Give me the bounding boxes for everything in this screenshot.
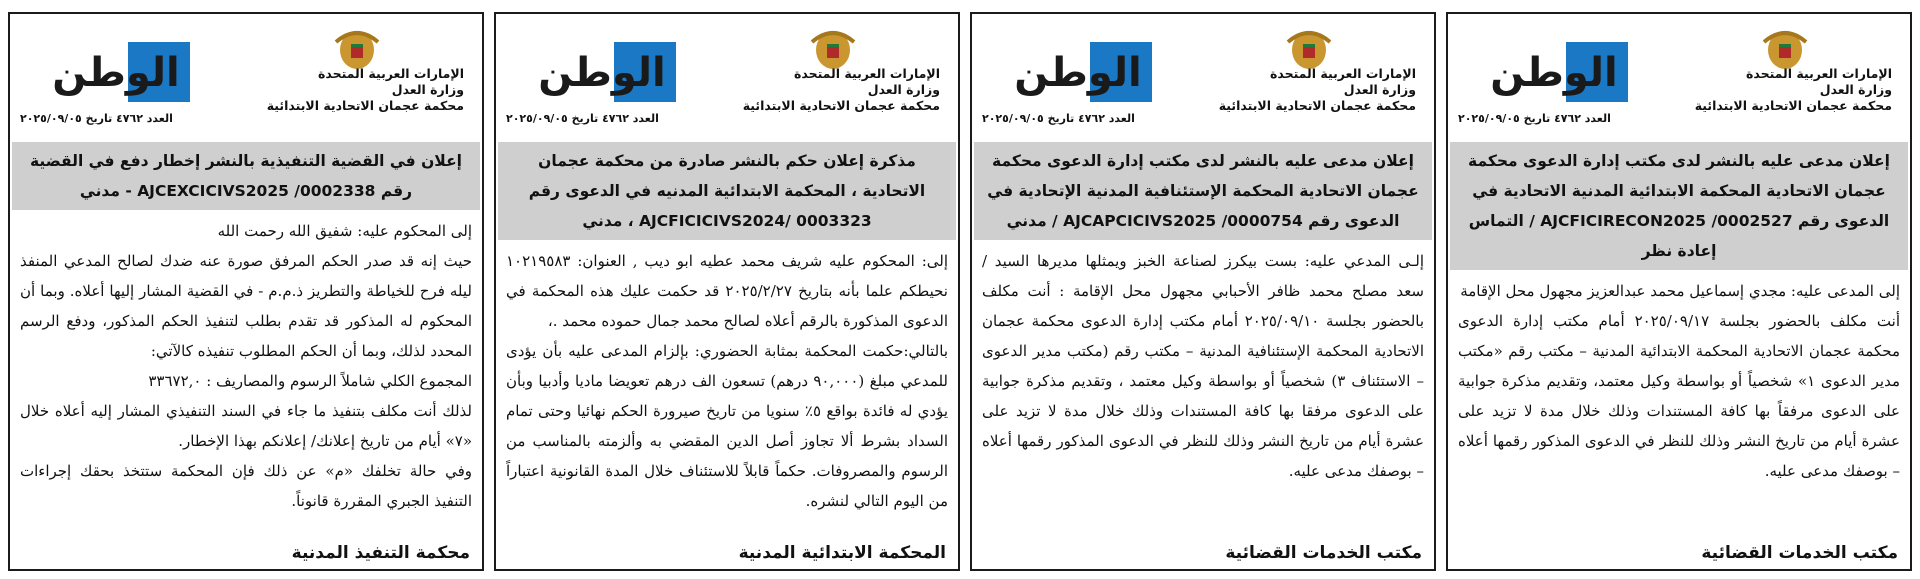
court-name: محكمة عجمان الاتحادية الابتدائية	[1694, 98, 1892, 113]
court-name: محكمة عجمان الاتحادية الابتدائية	[742, 98, 940, 113]
country-name: الإمارات العربية المتحدة	[317, 66, 464, 81]
notice-signature: محكمة التنفيذ المدنية	[291, 543, 470, 563]
country-name: الإمارات العربية المتحدة	[793, 66, 940, 81]
notice-3	[8, 12, 484, 571]
ministry-name: وزارة العدل	[867, 82, 940, 97]
court-name: محكمة عجمان الاتحادية الابتدائية	[266, 98, 464, 113]
issue-date: العدد ٤٧٦٢ تاريخ ٢٠٢٥/٠٩/٠٥	[506, 112, 659, 125]
notice-paragraph: وفي حالة تخلفك «م» عن ذلك فإن المحكمة ستتخذ بحقك إجراءات التنفيذ الجبري المقررة قانوناً.	[20, 462, 472, 510]
court-name: محكمة عجمان الاتحادية الابتدائية	[1218, 98, 1416, 113]
logo-text: الوطن	[1014, 50, 1142, 96]
issue-date: العدد ٤٧٦٢ تاريخ ٢٠٢٥/٠٩/٠٥	[982, 112, 1135, 125]
issue-date: العدد ٤٧٦٢ تاريخ ٢٠٢٥/٠٩/٠٥	[20, 112, 173, 125]
notice-2	[494, 12, 960, 571]
alwatan-logo	[1470, 40, 1630, 104]
notice-body	[10, 210, 482, 516]
notice-title: إعلان مدعى عليه بالنشر لدى مكتب إدارة الدعوى محكمة عجمان الاتحادية المحكمة الابتدائية المدنية الاتحادية في الدعوى رقم AJCFICIRECON2025 /0002527 / التماس إعادة نظر	[1450, 142, 1908, 270]
notice-paragraph: لذلك أنت مكلف بتنفيذ ما جاء في السند التنفيذي المشار إليه أعلاه خلال «٧» أيام من تاريخ إعلانك/ إعلانكم بهذا الإخطار.	[20, 402, 472, 450]
uae-emblem-icon	[1284, 24, 1334, 72]
notice-paragraph: إلى المدعى عليه: مجدي إسماعيل محمد عبدالعزيز مجهول محل الإقامة	[1460, 282, 1900, 300]
notice-paragraph: أنت مكلف بالحضور بجلسة ٢٠٢٥/٠٩/١٧ أمام مكتب إدارة الدعوى محكمة عجمان الاتحادية المحكمة الابتدائية المدنية – مكتب رقم «مكتب مدير الدعوى ١» شخصياً أو بواسطة وكيل معتمد، وتقديم مذكرة جوابية على الدعوى مرفقاً بها كافة المستندات وذلك خلال مدة لا تزيد على عشرة أيام من تاريخ النشر وذلك للنظر في الدعوى المذكور رقمها أعلاه – بوصفك مدعى عليه.	[1458, 312, 1901, 480]
notice-signature: مكتب الخدمات القضائية	[1701, 543, 1898, 563]
alwatan-logo	[994, 40, 1154, 104]
notice-title: إعلان في القضية التنفيذية بالنشر إخطار دفع في القضية رقم AJCEXCICIVS2025 /0002338 - مدني	[12, 142, 480, 210]
notice-paragraph: بالتالي:حكمت المحكمة بمثابة الحضوري: بإلزام المدعى عليه بأن يؤدى للمدعي مبلغ (٩٠,٠٠٠ درهم) تسعون الف درهم تعويضا ماديا وأدبيا وبأن يؤدي له فائدة بواقع ٥٪ سنويا من تاريخ صيرورة الحكم نهائيا وحتى تمام السداد بشرط ألا تجاوز أصل الدين المقضي به وألزمته بالمناسب من الرسوم والمصروفات. حكماً قابلاً للاستئناف خلال المدة القانونية اعتباراً من اليوم التالي لنشره.	[506, 342, 949, 510]
uae-emblem-icon	[332, 24, 382, 72]
notice-header	[1448, 14, 1910, 142]
ministry-name: وزارة العدل	[1343, 82, 1416, 97]
notice-title: مذكرة إعلان حكم بالنشر صادرة من محكمة عجمان الاتحادية ، المحكمة الابتدائية المدنيه في الدعوى رقم AJCFICICIVS2024/ 0003323 ، مدني	[498, 142, 956, 240]
notice-paragraph: إلى المحكوم عليه: شفيق الله رحمت الله	[217, 222, 472, 240]
uae-emblem-icon	[808, 24, 858, 72]
ministry-name: وزارة العدل	[391, 82, 464, 97]
logo-text: الوطن	[52, 50, 180, 96]
notice-paragraph: إلـى المدعي عليه: بست بيكرز لصناعة الخبز ويمثلها مديرها السيد / سعد مصلح محمد ظافر الأحبابي مجهول محل الإقامة : أنت مكلف بالحضور بجلسة ٢٠٢٥/٠٩/١٠ أمام مكتب إدارة الدعوى محكمة عجمان الاتحادية المحكمة الإستئنافية المدنية – مكتب رقم (مكتب مدير الدعوى – الاستئناف ٣) شخصياً أو بواسطة وكيل معتمد ، وتقديم مذكرة جوابية على الدعوى مرفقا بها كافة المستندات وذلك خلال مدة لا تزيد على عشرة أيام من تاريخ النشر وذلك للنظر في الدعوى المذكور رقمها أعلاه – بوصفك مدعى عليه.	[982, 252, 1425, 480]
notice-paragraph: إلى: المحكوم عليه شريف محمد عطيه ابو ديب , العنوان: ١٠٢١٩٥٨٣ نحيطكم علما بأنه بتاريخ ٢٠٢٥/٢/٢٧ قد حكمت عليك هذه المحكمة في الدعوى المذكورة بالرقم أعلاه لصالح محمد جمال حموده محمد .،	[506, 252, 948, 330]
country-name: الإمارات العربية المتحدة	[1745, 66, 1892, 81]
notice-title: إعلان مدعى عليه بالنشر لدى مكتب إدارة الدعوى محكمة عجمان الاتحادية المحكمة الإستئنافية المدنية الإتحادية في الدعوى رقم AJCAPCICIVS2025 /0000754 / مدني	[974, 142, 1432, 240]
notice-signature: المحكمة الابتدائية المدنية	[738, 543, 946, 563]
notice-paragraph: حيث إنه قد صدر الحكم المرفق صورة عنه ضدك لصالح المدعي المنفذ ليله فرح للخياطة والتطريز ذ.م.م - في القضية المشار إليها أعلاه. وبما أن المحكوم له المذكور قد تقدم بطلب لتنفيذ الحكم المذكور، ودفع الرسم المحدد لذلك، وبما أن الحكم المطلوب تنفيذه كالآتي:	[20, 252, 472, 360]
notice-0	[1446, 12, 1912, 571]
notice-header	[972, 14, 1434, 142]
notice-paragraph: المجموع الكلي شاملاً الرسوم والمصاريف : ٣٣٦٧٢,٠	[148, 372, 472, 390]
logo-text: الوطن	[538, 50, 666, 96]
ministry-name: وزارة العدل	[1819, 82, 1892, 97]
issue-date: العدد ٤٧٦٢ تاريخ ٢٠٢٥/٠٩/٠٥	[1458, 112, 1611, 125]
country-name: الإمارات العربية المتحدة	[1269, 66, 1416, 81]
uae-emblem-icon	[1760, 24, 1810, 72]
alwatan-logo	[518, 40, 678, 104]
notice-header	[496, 14, 958, 142]
logo-text: الوطن	[1490, 50, 1618, 96]
notice-signature: مكتب الخدمات القضائية	[1225, 543, 1422, 563]
notice-body	[972, 240, 1434, 486]
notice-body	[1448, 270, 1910, 486]
notice-body	[496, 240, 958, 516]
notice-1	[970, 12, 1436, 571]
notice-header	[10, 14, 482, 142]
alwatan-logo	[32, 40, 192, 104]
